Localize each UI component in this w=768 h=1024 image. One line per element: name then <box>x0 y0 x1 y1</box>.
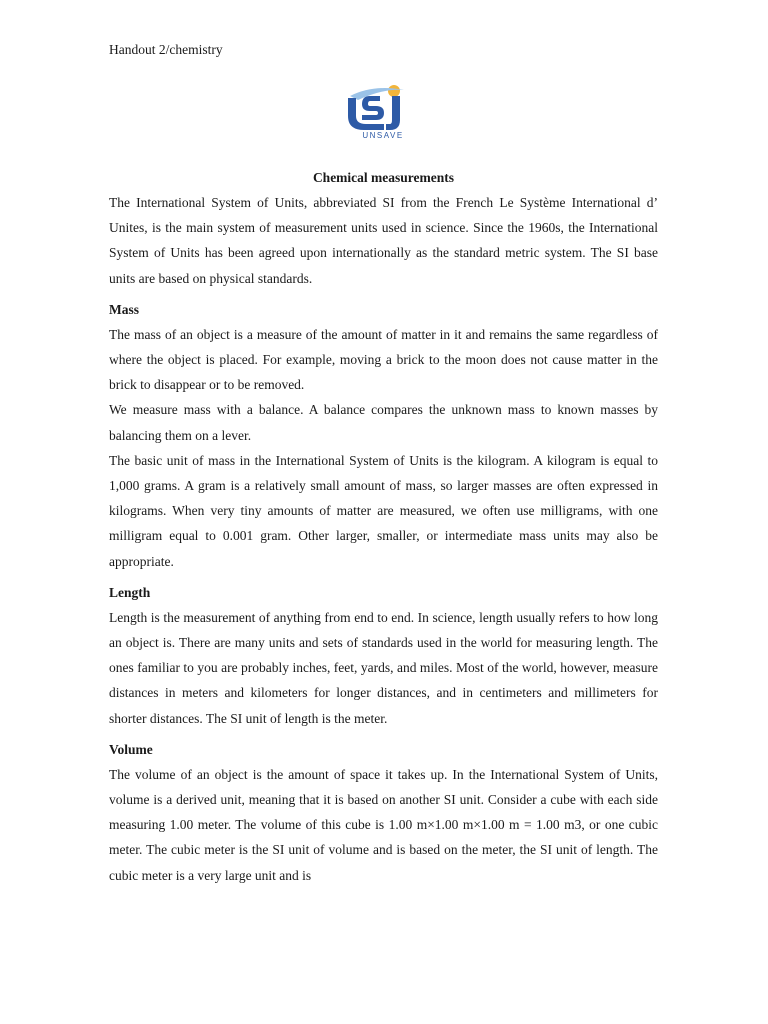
mass-paragraph-1: The mass of an object is a measure of the amount of matter in it and remains the same regardless of where the object is placed. For example, moving a brick to the moon does not cause matter in the brick to disappear or to be removed. <box>109 326 658 393</box>
document-body <box>109 167 658 888</box>
document-title: Chemical measurements <box>312 170 455 185</box>
length-paragraph-1: Length is the measurement of anything from end to end. In science, length usually refers to how long an object is. There are many units and sets of standards used in the world for measuring length. The ones familiar to you are probably inches, feet, yards, and miles. Most of the world, however, measure distances in meters and kilometers for longer distances, and in centimeters and millimeters for shorter distances. The SI unit of length is the meter. <box>109 609 658 726</box>
mass-paragraph-2: We measure mass with a balance. A balance compares the unknown mass to known masses by balancing them on a lever. <box>109 402 658 443</box>
volume-heading: Volume <box>109 741 153 757</box>
mass-paragraph-3: The basic unit of mass in the International System of Units is the kilogram. A kilogram is equal to 1,000 grams. A gram is a relatively small amount of mass, so larger masses are often expressed in kilograms. When very tiny amounts of matter are measured, we often use milligrams, with one milligram equal to 0.001 gram. Other larger, smaller, or intermediate mass units may also be appropriate. <box>109 452 658 569</box>
length-heading: Length <box>109 584 151 600</box>
logo-wordmark: UNSAVE <box>362 131 404 140</box>
volume-paragraph-1: The volume of an object is the amount of space it takes up. In the International System of Units, volume is a derived unit, meaning that it is based on another SI unit. Consider a cube with each side measuring 1.00 meter. The volume of this cube is 1.00 m×1.00 m×1.00 m = 1.00 m3, or one cubic meter. The cubic meter is the SI unit of volume and is based on the meter, the SI unit of length. The cubic meter is a very large unit and is <box>109 766 658 883</box>
intro-paragraph: The International System of Units, abbreviated SI from the French Le Système International d’ Unites, is the main system of measurement units used in science. Since the 1960s, the International System of Units has been agreed upon internationally as the standard metric system. The SI base units are based on physical standards. <box>109 195 658 286</box>
mass-heading: Mass <box>109 301 139 317</box>
unsave-logo <box>344 82 422 140</box>
header-note: Handout 2/chemistry <box>109 42 223 57</box>
logo-sun-icon <box>388 85 400 97</box>
